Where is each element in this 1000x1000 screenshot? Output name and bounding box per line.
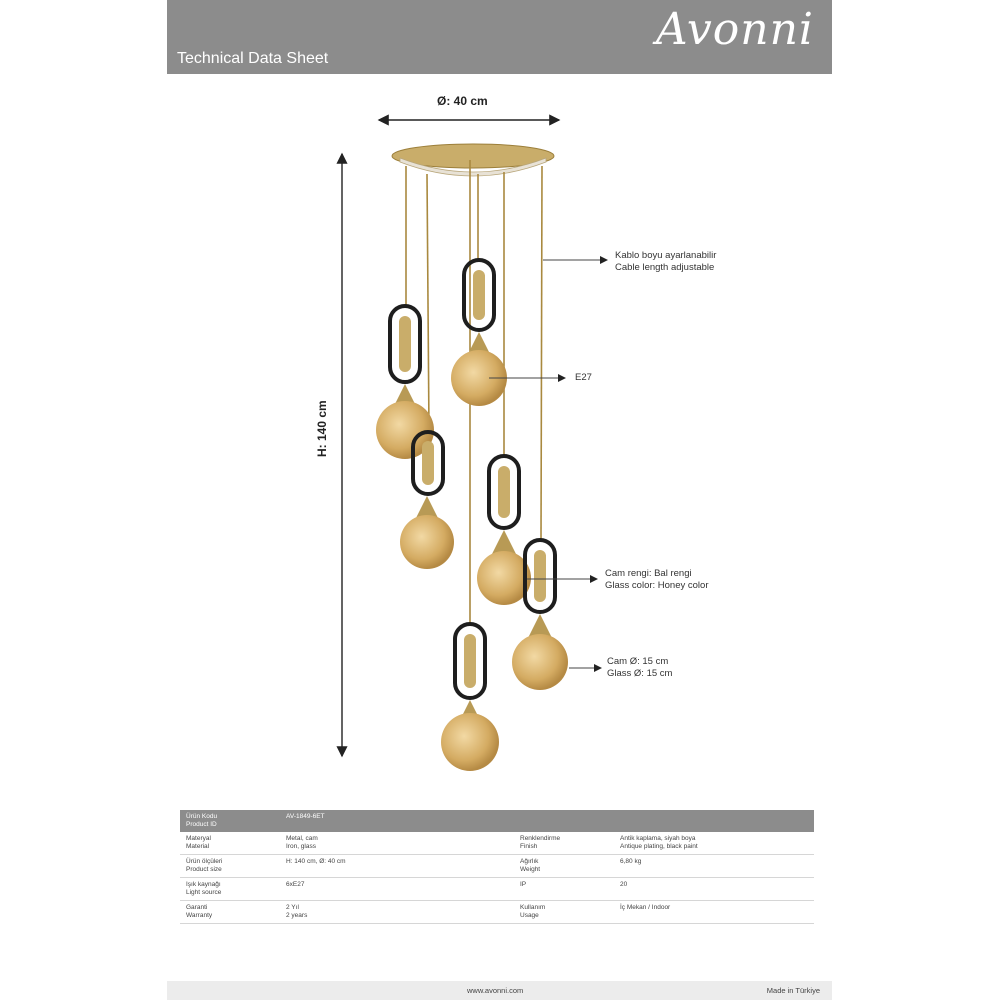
- page-title: Technical Data Sheet: [177, 50, 329, 67]
- footer-url: www.avonni.com: [467, 986, 524, 995]
- cable-callout: Kablo boyu ayarlanabilir Cable length adjustable: [615, 250, 717, 273]
- table-row: Garanti Warranty 2 Yıl 2 years Kullanım Usage İç Mekan / Indoor: [180, 901, 814, 924]
- pendant-2: [451, 260, 507, 406]
- table-row: Işık kaynağı Light source 6xE27 IP 20: [180, 878, 814, 901]
- glass-color-callout: Cam rengi: Bal rengi Glass color: Honey color: [605, 568, 709, 591]
- pendant-6: [441, 624, 499, 771]
- spec-table: [180, 810, 814, 924]
- glass-size-callout: Cam Ø: 15 cm Glass Ø: 15 cm: [607, 656, 673, 679]
- table-row: Ürün ölçüleri Product size H: 140 cm, Ø: 40 cm Ağırlık Weight 6,80 kg: [180, 855, 814, 878]
- pendant-4: [477, 456, 531, 605]
- pendant-1: [376, 306, 434, 459]
- product-figure: [167, 74, 832, 804]
- table-row: Materyal Material Metal, cam Iron, glass Renklendirme Finish Antik kaplama, siyah boya Antique plating, black paint: [180, 832, 814, 855]
- table-row: Ürün Kodu Product ID AV-1849-6ET: [180, 810, 814, 832]
- socket-callout: E27: [575, 372, 592, 383]
- footer-bar: [167, 981, 832, 1000]
- brand-logo: Avonni: [655, 4, 814, 55]
- diameter-label: Ø: 40 cm: [437, 94, 488, 108]
- header-bar: [167, 0, 832, 74]
- lamp-drawing: [167, 74, 832, 804]
- made-in-label: Made in Türkiye: [766, 986, 820, 995]
- height-label: H: 140 cm: [315, 400, 329, 457]
